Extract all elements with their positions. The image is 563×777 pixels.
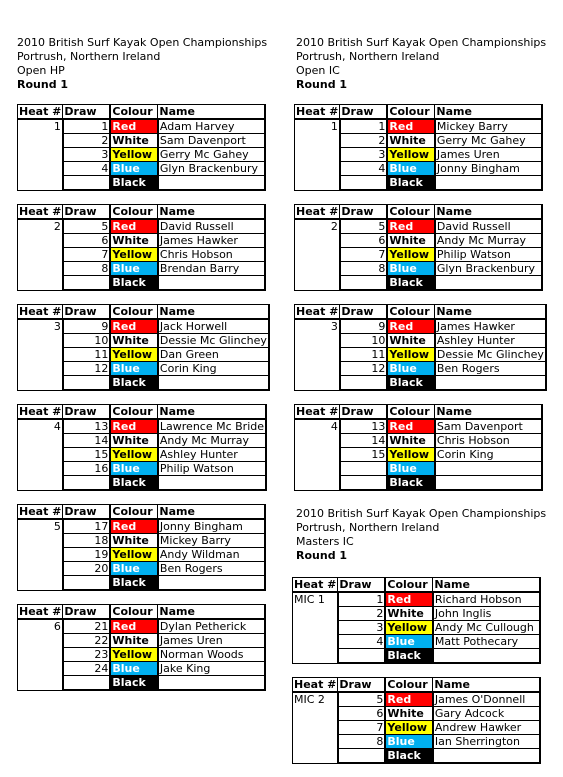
colour-cell-black: Black (385, 749, 433, 764)
table-header-row (295, 205, 543, 220)
colour-cell-black: Black (387, 276, 435, 291)
colour-cell-blue: Blue (110, 362, 158, 376)
competitor-name: Dylan Petherick (158, 619, 266, 634)
left-round: Round 1 (17, 78, 69, 91)
colour-cell-yellow: Yellow (110, 448, 158, 462)
draw-cell (340, 376, 388, 391)
colour-cell-blue: Blue (387, 462, 435, 476)
competitor-name: Lawrence Mc Bride (159, 420, 265, 433)
competitor-name (435, 276, 543, 291)
table-row (293, 592, 541, 607)
draw-cell: 11 (63, 348, 111, 362)
table-row (18, 319, 269, 334)
competitor-name: Dessie Mc Glinchey (436, 348, 544, 361)
name-column-header: Name (435, 105, 543, 120)
heat-column-header: Heat # (294, 678, 337, 691)
table-header-row (18, 205, 266, 220)
colour-cell-black: Black (385, 649, 433, 664)
colour-cell-yellow: Yellow (387, 248, 435, 262)
draw-column-header: Draw (338, 578, 386, 593)
draw-cell (63, 676, 111, 691)
colour-column-header: Colour (110, 405, 158, 420)
colour-cell-black: Black (110, 476, 158, 491)
competitor-name: James Uren (158, 634, 266, 648)
heat-column-header: Heat # (19, 605, 62, 618)
draw-cell: 3 (63, 148, 111, 162)
draw-cell: 21 (63, 619, 111, 634)
colour-column-header: Colour (110, 205, 158, 220)
colour-cell-black: Black (110, 276, 158, 291)
heat-column-header: Heat # (19, 405, 62, 418)
colour-cell-red: Red (385, 692, 433, 707)
colour-column-header: Colour (110, 505, 158, 520)
masters-location: Portrush, Northern Ireland (296, 521, 440, 534)
competitor-name: Gary Adcock (433, 707, 541, 721)
competitor-name: Jonny Bingham (158, 519, 266, 534)
draw-cell: 13 (340, 419, 388, 434)
draw-cell (338, 649, 386, 664)
competitor-name (158, 276, 266, 291)
colour-column-header: Colour (387, 405, 435, 420)
draw-cell: 5 (338, 692, 386, 707)
name-column-header: Name (433, 678, 541, 693)
competitor-name: Chris Hobson (158, 248, 266, 262)
draw-cell: 8 (63, 262, 111, 276)
draw-cell: 7 (340, 248, 388, 262)
draw-cell: 6 (338, 707, 386, 721)
competitor-name: Corin King (435, 448, 543, 462)
draw-column-header: Draw (340, 205, 388, 220)
draw-column-header: Draw (340, 305, 388, 320)
heat-number: 5 (18, 519, 63, 590)
competitor-name: Gerry Mc Gahey (435, 134, 543, 148)
colour-cell-red: Red (110, 419, 158, 434)
competitor-name: Andy Mc Murray (158, 434, 266, 448)
colour-cell-red: Red (387, 119, 435, 134)
right-heat-table-4 (294, 404, 543, 491)
competitor-name (158, 376, 269, 391)
masters-header (296, 507, 546, 563)
competitor-name: James Hawker (435, 319, 546, 334)
name-column-header: Name (158, 305, 269, 320)
colour-cell-black: Black (110, 676, 158, 691)
draw-cell (338, 749, 386, 764)
heat-column-header: Heat # (19, 105, 62, 118)
colour-cell-blue: Blue (387, 362, 435, 376)
colour-cell-red: Red (110, 119, 158, 134)
draw-cell: 4 (340, 162, 388, 176)
colour-cell-black: Black (110, 176, 158, 191)
colour-column-header: Colour (110, 305, 158, 320)
colour-cell-red: Red (387, 319, 435, 334)
table-row (18, 619, 266, 634)
competitor-name (435, 462, 543, 476)
draw-cell: 10 (63, 334, 111, 348)
colour-cell-red: Red (110, 619, 158, 634)
colour-column-header: Colour (110, 605, 158, 620)
competitor-name: Dessie Mc Glinchey (159, 334, 267, 347)
draw-cell: 24 (63, 662, 111, 676)
colour-cell-blue: Blue (110, 162, 158, 176)
colour-cell-blue: Blue (110, 262, 158, 276)
colour-column-header: Colour (387, 105, 435, 120)
colour-cell-black: Black (110, 376, 158, 391)
competitor-name: Ashley Hunter (435, 334, 546, 348)
table-row (18, 419, 267, 434)
colour-cell-red: Red (110, 219, 158, 234)
competitor-name (435, 476, 543, 491)
table-header-row (18, 105, 266, 120)
competitor-name: Ian Sherrington (433, 735, 541, 749)
draw-cell: 1 (340, 119, 388, 134)
colour-cell-blue: Blue (110, 562, 158, 576)
right-heat-table-2 (294, 204, 543, 291)
draw-cell: 2 (338, 607, 386, 621)
draw-cell: 13 (63, 419, 111, 434)
colour-cell-black: Black (110, 576, 158, 591)
left-heat-table-4 (17, 404, 267, 491)
heat-column-header: Heat # (294, 578, 337, 591)
right-round: Round 1 (296, 78, 348, 91)
left-heat-table-3 (17, 304, 270, 391)
competitor-name: Mickey Barry (158, 534, 266, 548)
draw-cell: 15 (63, 448, 111, 462)
draw-cell (340, 462, 388, 476)
competitor-name: James Hawker (158, 234, 266, 248)
draw-cell: 3 (340, 148, 388, 162)
competitor-name: Philip Watson (158, 462, 266, 476)
colour-cell-blue: Blue (110, 662, 158, 676)
draw-cell: 16 (63, 462, 111, 476)
competitor-name: John Inglis (433, 607, 541, 621)
right-header (296, 36, 546, 92)
colour-cell-blue: Blue (387, 262, 435, 276)
heat-number: MIC 2 (293, 692, 338, 763)
draw-cell (63, 176, 111, 191)
colour-cell-black: Black (387, 176, 435, 191)
competitor-name: Glyn Brackenbury (158, 162, 266, 176)
heat-number: 3 (18, 319, 63, 390)
heat-column-header: Heat # (19, 305, 62, 318)
table-header-row (18, 505, 266, 520)
heat-column-header: Heat # (296, 105, 339, 118)
heat-column-header: Heat # (296, 405, 339, 418)
masters-heat-table-1 (292, 577, 541, 664)
competitor-name: Andy Wildman (158, 548, 266, 562)
draw-cell (340, 476, 388, 491)
left-heat-table-2 (17, 204, 266, 291)
heat-number: MIC 1 (293, 592, 338, 663)
right-location: Portrush, Northern Ireland (296, 50, 440, 63)
left-location: Portrush, Northern Ireland (17, 50, 161, 63)
draw-cell: 20 (63, 562, 111, 576)
table-row (18, 119, 266, 134)
competitor-name: Jack Horwell (158, 319, 269, 334)
table-header-row (293, 678, 541, 693)
competitor-name: James O'Donnell (433, 692, 541, 707)
name-column-header: Name (435, 205, 543, 220)
draw-cell: 8 (338, 735, 386, 749)
competitor-name: Sam Davenport (158, 134, 266, 148)
draw-cell: 6 (63, 234, 111, 248)
colour-column-header: Colour (385, 578, 433, 593)
draw-cell: 19 (63, 548, 111, 562)
draw-cell: 3 (338, 621, 386, 635)
draw-cell: 4 (63, 162, 111, 176)
colour-column-header: Colour (387, 305, 435, 320)
colour-cell-yellow: Yellow (110, 248, 158, 262)
draw-cell: 6 (340, 234, 388, 248)
colour-cell-red: Red (387, 419, 435, 434)
colour-column-header: Colour (387, 205, 435, 220)
colour-cell-blue: Blue (385, 735, 433, 749)
draw-cell (63, 476, 111, 491)
draw-cell: 5 (63, 219, 111, 234)
left-category: Open HP (17, 64, 65, 77)
draw-cell: 7 (63, 248, 111, 262)
draw-cell: 15 (340, 448, 388, 462)
colour-cell-blue: Blue (387, 162, 435, 176)
colour-column-header: Colour (110, 105, 158, 120)
colour-cell-black: Black (387, 476, 435, 491)
colour-cell-white: White (110, 334, 158, 348)
table-header-row (295, 305, 546, 320)
draw-column-header: Draw (63, 305, 111, 320)
competitor-name: Ben Rogers (158, 562, 266, 576)
competitor-name: Dan Green (158, 348, 269, 362)
heat-number: 2 (295, 219, 340, 290)
colour-cell-red: Red (110, 319, 158, 334)
heat-column-header: Heat # (296, 205, 339, 218)
competitor-name (158, 476, 266, 491)
competitor-name: James Uren (435, 148, 543, 162)
draw-cell: 2 (340, 134, 388, 148)
draw-cell (63, 276, 111, 291)
colour-cell-red: Red (110, 519, 158, 534)
heat-number: 2 (18, 219, 63, 290)
left-heat-table-6 (17, 604, 266, 691)
draw-column-header: Draw (340, 105, 388, 120)
draw-column-header: Draw (338, 678, 386, 693)
table-row (295, 419, 543, 434)
heat-column-header: Heat # (19, 205, 62, 218)
right-heat-table-1 (294, 104, 543, 191)
heat-number: 3 (295, 319, 340, 390)
draw-cell: 18 (63, 534, 111, 548)
heat-column-header: Heat # (296, 305, 339, 318)
draw-column-header: Draw (63, 605, 111, 620)
competitor-name: Andrew Hawker (433, 721, 541, 735)
draw-cell: 9 (63, 319, 111, 334)
colour-cell-white: White (110, 434, 158, 448)
competitor-name: Andy Mc Cullough (433, 621, 541, 635)
table-header-row (293, 578, 541, 593)
draw-cell: 7 (338, 721, 386, 735)
left-heat-table-1 (17, 104, 266, 191)
competitor-name: Norman Woods (158, 648, 266, 662)
colour-cell-white: White (385, 607, 433, 621)
colour-cell-yellow: Yellow (110, 348, 158, 362)
competitor-name: Brendan Barry (158, 262, 266, 276)
name-column-header: Name (158, 105, 266, 120)
competitor-name: Richard Hobson (433, 592, 541, 607)
colour-cell-white: White (387, 134, 435, 148)
draw-cell: 12 (340, 362, 388, 376)
competitor-name (433, 649, 541, 664)
colour-cell-yellow: Yellow (385, 621, 433, 635)
colour-cell-white: White (387, 434, 435, 448)
draw-column-header: Draw (63, 505, 111, 520)
colour-column-header: Colour (385, 678, 433, 693)
competitor-name: Gerry Mc Gahey (158, 148, 266, 162)
colour-cell-red: Red (385, 592, 433, 607)
table-header-row (18, 605, 266, 620)
draw-column-header: Draw (63, 405, 111, 420)
competitor-name: Corin King (158, 362, 269, 376)
draw-cell: 14 (340, 434, 388, 448)
right-heat-table-3 (294, 304, 547, 391)
table-row (18, 519, 266, 534)
draw-cell: 23 (63, 648, 111, 662)
competitor-name: Sam Davenport (435, 419, 543, 434)
draw-cell: 1 (338, 592, 386, 607)
colour-cell-yellow: Yellow (110, 648, 158, 662)
draw-column-header: Draw (63, 205, 111, 220)
colour-cell-yellow: Yellow (110, 548, 158, 562)
competitor-name: Philip Watson (435, 248, 543, 262)
competitor-name (435, 176, 543, 191)
colour-cell-yellow: Yellow (110, 148, 158, 162)
competitor-name: David Russell (435, 219, 543, 234)
competitor-name (158, 176, 266, 191)
masters-round: Round 1 (296, 549, 348, 562)
competitor-name (158, 576, 266, 591)
competitor-name (158, 676, 266, 691)
draw-cell: 4 (338, 635, 386, 649)
colour-cell-yellow: Yellow (385, 721, 433, 735)
draw-column-header: Draw (63, 105, 111, 120)
draw-cell: 1 (63, 119, 111, 134)
draw-cell (340, 276, 388, 291)
name-column-header: Name (158, 505, 266, 520)
colour-cell-white: White (110, 134, 158, 148)
colour-cell-blue: Blue (385, 635, 433, 649)
table-header-row (295, 105, 543, 120)
competitor-name: Andy Mc Murray (435, 234, 543, 248)
table-row (295, 319, 546, 334)
colour-cell-white: White (110, 634, 158, 648)
competitor-name (433, 749, 541, 764)
table-row (293, 692, 541, 707)
competitor-name: Jake King (158, 662, 266, 676)
right-category: Open IC (296, 64, 340, 77)
name-column-header: Name (433, 578, 541, 593)
draw-cell (63, 376, 111, 391)
competitor-name: Glyn Brackenbury (435, 262, 543, 276)
table-row (295, 119, 543, 134)
draw-cell: 12 (63, 362, 111, 376)
colour-cell-yellow: Yellow (387, 448, 435, 462)
table-header-row (18, 305, 269, 320)
competitor-name: Chris Hobson (435, 434, 543, 448)
draw-column-header: Draw (340, 405, 388, 420)
colour-cell-yellow: Yellow (387, 348, 435, 362)
right-title: 2010 British Surf Kayak Open Championships (296, 36, 547, 49)
draw-cell: 17 (63, 519, 111, 534)
colour-cell-blue: Blue (110, 462, 158, 476)
name-column-header: Name (158, 605, 266, 620)
colour-cell-white: White (110, 234, 158, 248)
name-column-header: Name (435, 405, 543, 420)
draw-cell: 9 (340, 319, 388, 334)
colour-cell-white: White (387, 334, 435, 348)
competitor-name: Mickey Barry (435, 119, 543, 134)
draw-cell: 11 (340, 348, 388, 362)
draw-cell: 2 (63, 134, 111, 148)
draw-cell: 22 (63, 634, 111, 648)
table-row (295, 219, 543, 234)
name-column-header: Name (435, 305, 546, 320)
masters-heat-table-2 (292, 677, 541, 764)
colour-cell-yellow: Yellow (387, 148, 435, 162)
heat-number: 4 (295, 419, 340, 490)
heat-number: 1 (18, 119, 63, 190)
heat-number: 4 (18, 419, 63, 490)
draw-cell: 10 (340, 334, 388, 348)
competitor-name: David Russell (158, 219, 266, 234)
name-column-header: Name (158, 405, 266, 420)
left-title: 2010 British Surf Kayak Open Championships (17, 36, 268, 49)
table-row (18, 219, 266, 234)
left-header (17, 36, 267, 92)
colour-cell-red: Red (387, 219, 435, 234)
draw-cell (340, 176, 388, 191)
heat-column-header: Heat # (19, 505, 62, 518)
heat-number: 1 (295, 119, 340, 190)
masters-title: 2010 British Surf Kayak Open Championships (296, 507, 547, 520)
draw-cell: 5 (340, 219, 388, 234)
left-heat-table-5 (17, 504, 266, 591)
competitor-name (435, 376, 546, 391)
competitor-name: Adam Harvey (158, 119, 266, 134)
competitor-name: Ashley Hunter (158, 448, 266, 462)
draw-cell: 8 (340, 262, 388, 276)
heat-number: 6 (18, 619, 63, 690)
draw-cell: 14 (63, 434, 111, 448)
colour-cell-white: White (387, 234, 435, 248)
name-column-header: Name (158, 205, 266, 220)
masters-category: Masters IC (296, 535, 354, 548)
competitor-name: Ben Rogers (435, 362, 546, 376)
competitor-name: Jonny Bingham (435, 162, 543, 176)
competitor-name: Matt Pothecary (433, 635, 541, 649)
table-header-row (18, 405, 267, 420)
table-header-row (295, 405, 543, 420)
colour-cell-black: Black (387, 376, 435, 391)
colour-cell-white: White (385, 707, 433, 721)
draw-cell (63, 576, 111, 591)
colour-cell-white: White (110, 534, 158, 548)
